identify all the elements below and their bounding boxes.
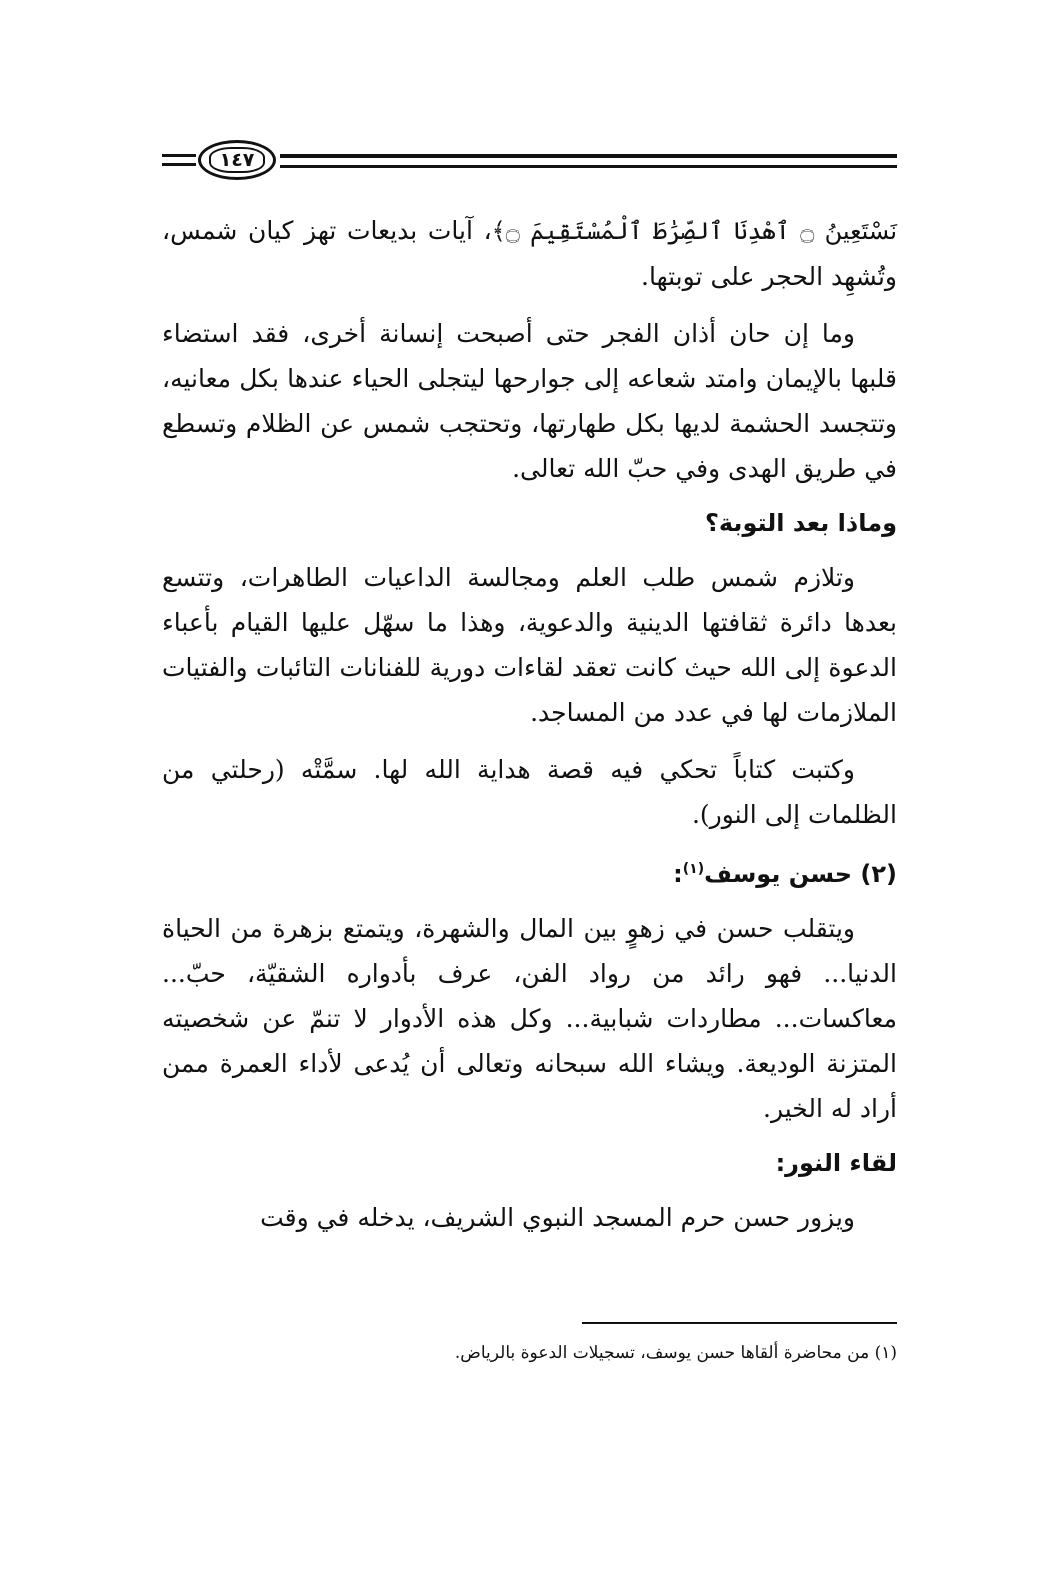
paragraph-text: ، آيات بديعات تهز كيان شمس، وتُشهِد الحجر على توبتها. (162, 216, 897, 291)
section-heading-hassan-youssef (162, 849, 897, 894)
page-number-badge (198, 140, 276, 180)
header-rule-left (162, 154, 196, 166)
paragraph: وكتبت كتاباً تحكي فيه قصة هداية الله لها. سمَّتْه (رحلتي من الظلمات إلى النور). (162, 755, 897, 829)
section-heading-meeting-light: لقاء النور: (775, 1149, 897, 1177)
section-heading-after-repentance: وماذا بعد التوبة؟ (704, 509, 897, 537)
heading-colon: : (673, 860, 683, 888)
footnote-reference: (١) (682, 861, 705, 877)
heading-text: (٢) حسن يوسف (704, 860, 897, 888)
paragraph: ويزور حسن حرم المسجد النبوي الشريف، يدخله في وقت (260, 1203, 855, 1232)
footnote: (١) من محاضرة ألقاها حسن يوسف، تسجيلات الدعوة بالرياض. (454, 1343, 897, 1363)
header-rule-right (280, 154, 897, 168)
page-body (162, 208, 897, 1252)
paragraph: وما إن حان أذان الفجر حتى أصبحت إنسانة أخرى، فقد استضاء قلبها بالإيمان وامتد شعاعه إلى جوارحها ليتجلى الحياء عندها بكل معانيه، وتتجسد الحشمة لديها بكل طهارتها، وتحتجب شمس عن الظلام وتسطع في طريق الهدى وفي حبّ الله تعالى. (162, 319, 897, 483)
footnote-separator (582, 1322, 897, 1324)
paragraph: ويتقلب حسن في زهوٍ بين المال والشهرة، ويتمتع بزهرة من الحياة الدنيا... فهو رائد من رواد الفن، عرف بأدواره الشقيّة، حبّ... معاكسات... مطاردات شبابية... وكل هذه الأدوار لا تنمّ عن شخصيته المتزنة الوديعة. ويشاء الله سبحانه وتعالى أن يُدعى لأداء العمرة ممن أراد له الخير. (162, 914, 897, 1123)
page-header (162, 140, 897, 184)
page-number: ١٤٧ (209, 147, 265, 173)
quran-verse: نَسْتَعِينُ ۝ ٱهْدِنَا ٱلصِّرَٰطَ ٱلْمُسْتَقِيمَ ۝﴾ (491, 217, 898, 245)
paragraph-quran-verse (162, 208, 897, 299)
paragraph: وتلازم شمس طلب العلم ومجالسة الداعيات الطاهرات، وتتسع بعدها دائرة ثقافتها الدينية والدعوية، وهذا ما سهّل عليها القيام بأعباء الدعوة إلى الله حيث كانت تعقد لقاءات دورية للفنانات التائبات والفتيات الملازمات لها في عدد من المساجد. (162, 563, 897, 727)
